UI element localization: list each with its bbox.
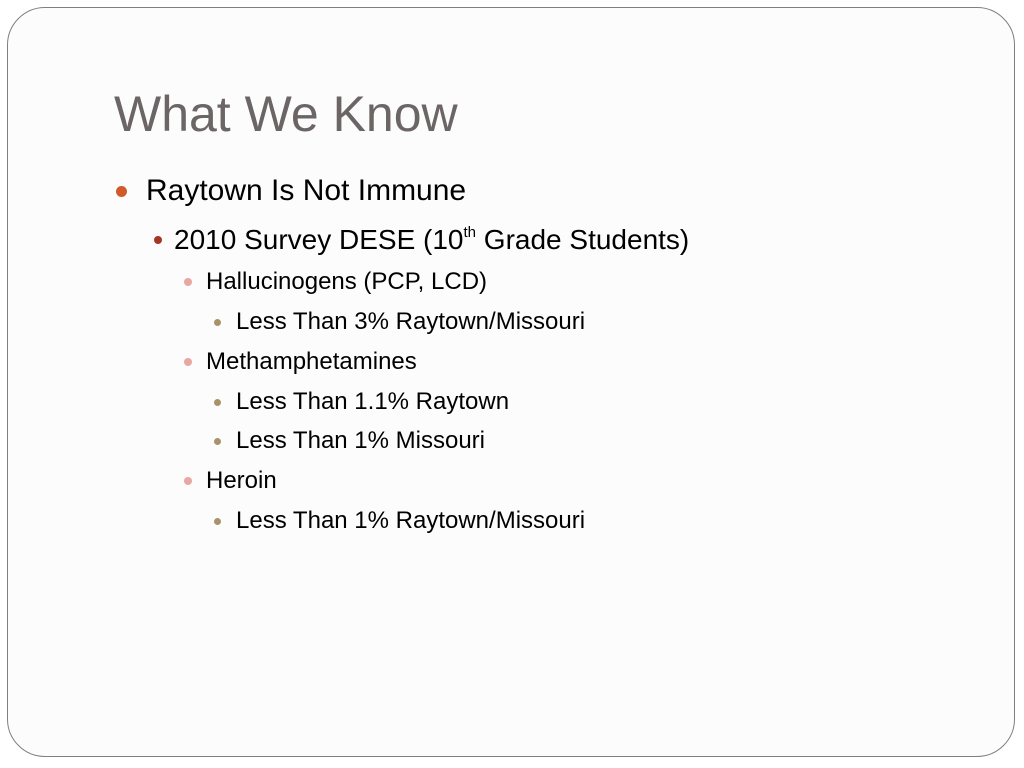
bullet-text: 2010 Survey DESE (10th Grade Students) bbox=[174, 223, 690, 255]
bullet-text: Less Than 3% Raytown/Missouri bbox=[236, 308, 586, 335]
bullet-text: Raytown Is Not Immune bbox=[146, 174, 467, 207]
bullet-text: Less Than 1.1% Raytown bbox=[236, 388, 510, 415]
bullet-text: Hallucinogens (PCP, LCD) bbox=[206, 268, 488, 295]
slide-title: What We Know bbox=[114, 86, 458, 142]
bullet-text: Heroin bbox=[206, 467, 277, 494]
bullet-text: Less Than 1% Missouri bbox=[236, 427, 485, 454]
bullet-text: Less Than 1% Raytown/Missouri bbox=[236, 507, 586, 534]
ordinal-superscript: th bbox=[463, 223, 477, 241]
bullet-text: Methamphetamines bbox=[206, 348, 417, 375]
